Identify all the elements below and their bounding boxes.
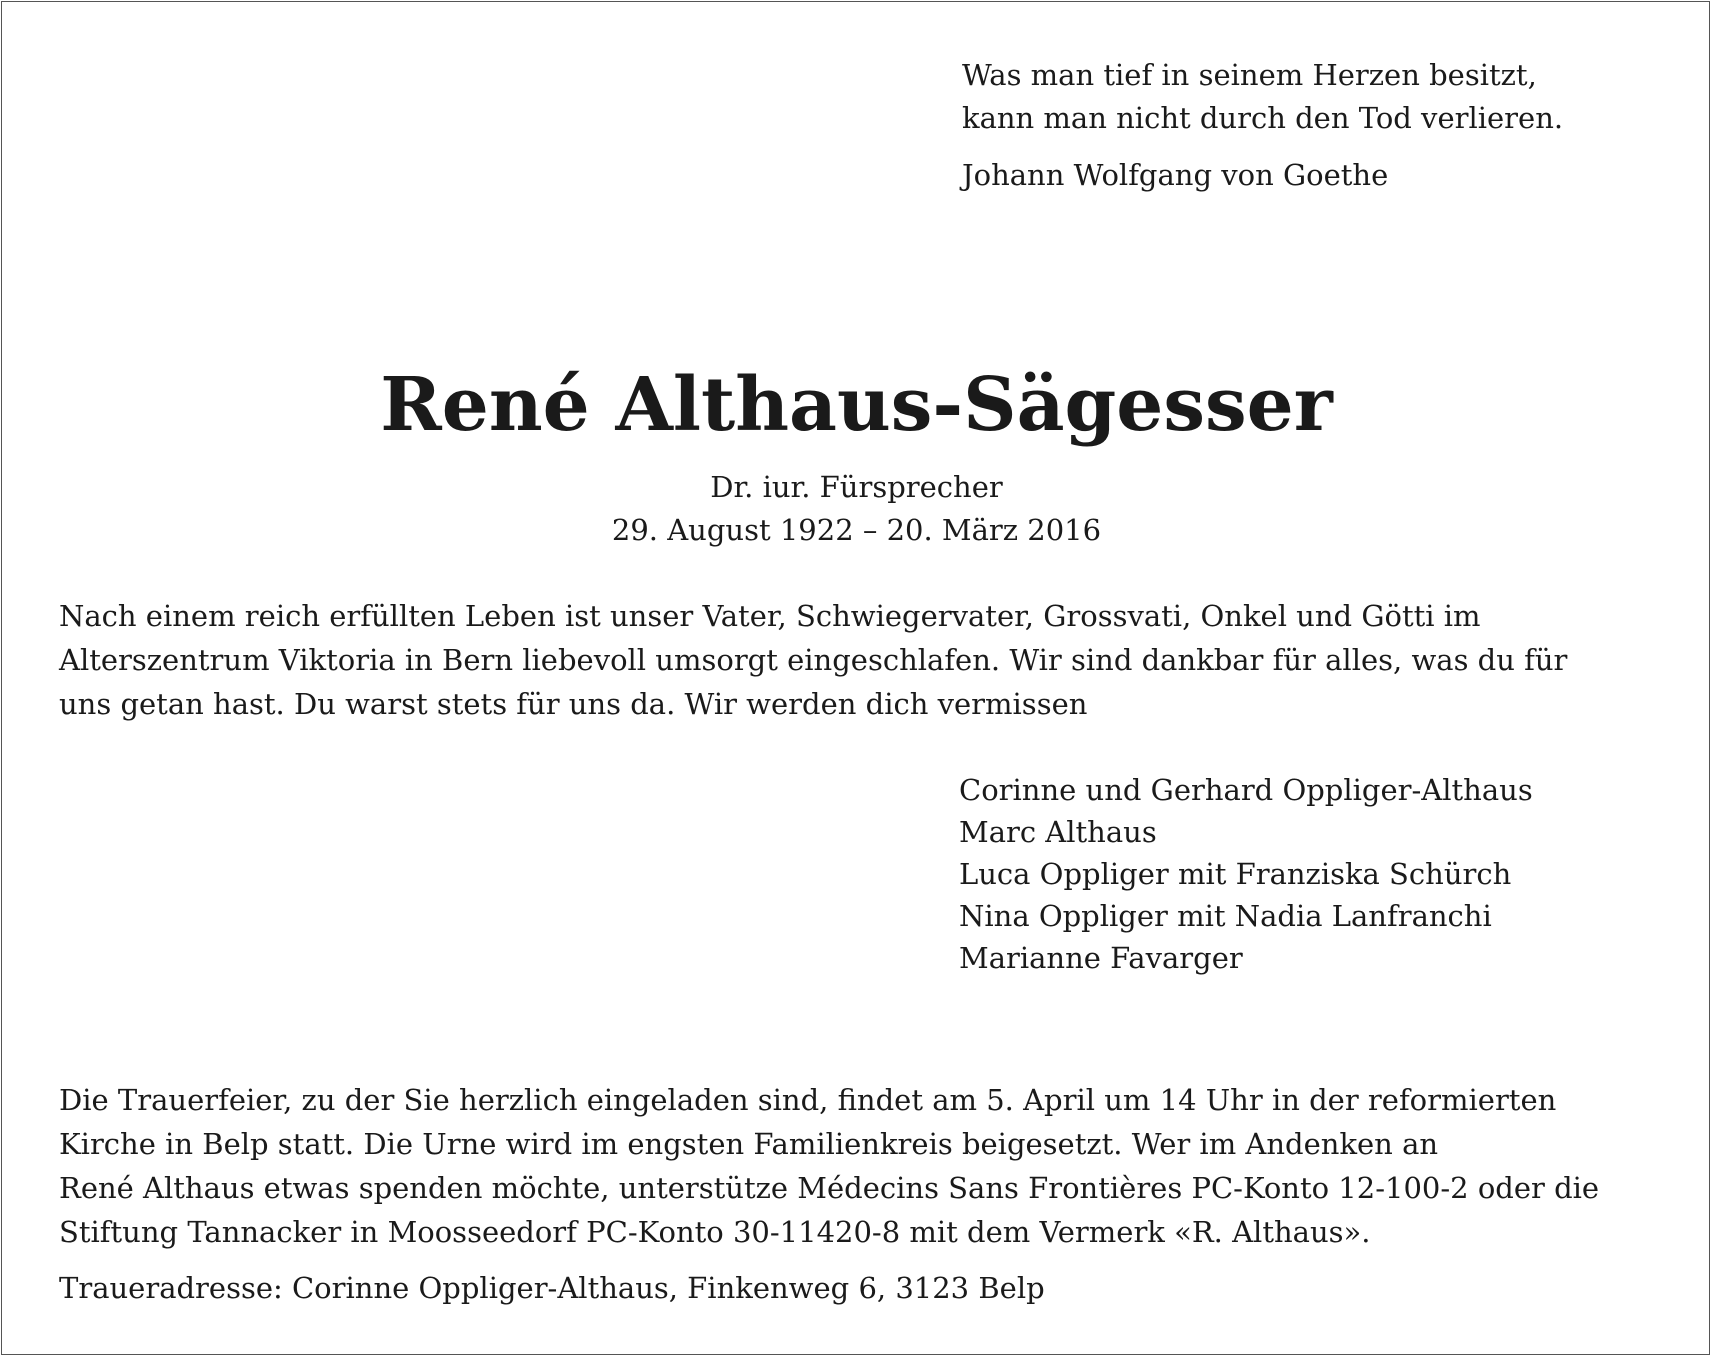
family-list	[959, 769, 1533, 979]
family-member: Marianne Favarger	[959, 941, 1243, 975]
family-member: Luca Oppliger mit Franziska Schürch	[959, 857, 1512, 891]
mourning-address: Traueradresse: Corinne Oppliger-Althaus, Finkenweg 6, 3123 Belp	[59, 1271, 1045, 1305]
intro-paragraph	[59, 594, 1659, 726]
family-member: Marc Althaus	[959, 815, 1157, 849]
ceremony-line: Die Trauerfeier, zu der Sie herzlich eingeladen sind, findet am 5. April um 14 Uhr in der reformierten	[59, 1083, 1557, 1117]
ceremony-line: Kirche in Belp statt. Die Urne wird im engsten Familienkreis beigesetzt. Wer im Andenken an	[59, 1127, 1439, 1161]
family-member: Corinne und Gerhard Oppliger-Althaus	[959, 773, 1533, 807]
quote	[962, 54, 1563, 140]
deceased-name: René Althaus-Sägesser	[380, 362, 1333, 448]
family-member: Nina Oppliger mit Nadia Lanfranchi	[959, 899, 1492, 933]
ceremony-line: René Althaus etwas spenden möchte, unterstütze Médecins Sans Frontières PC-Konto 12-100-2 oder die	[59, 1171, 1600, 1205]
deceased-title: Dr. iur. Fürsprecher	[710, 470, 1003, 504]
life-dates: 29. August 1922 – 20. März 2016	[611, 513, 1102, 547]
quote-line: Was man tief in seinem Herzen besitzt,	[962, 58, 1537, 92]
intro-line: Nach einem reich erfüllten Leben ist unser Vater, Schwiegervater, Grossvati, Onkel und Götti im	[59, 599, 1481, 633]
intro-line: uns getan hast. Du warst stets für uns da. Wir werden dich vermissen	[59, 687, 1088, 721]
intro-line: Alterszentrum Viktoria in Bern liebevoll umsorgt eingeschlafen. Wir sind dankbar für alles, was du für	[59, 643, 1568, 677]
quote-author: Johann Wolfgang von Goethe	[962, 158, 1389, 192]
ceremony-line: Stiftung Tannacker in Moosseedorf PC-Konto 30-11420-8 mit dem Vermerk «R. Althaus».	[59, 1215, 1371, 1249]
quote-line: kann man nicht durch den Tod verlieren.	[962, 101, 1564, 135]
ceremony-paragraph	[59, 1078, 1659, 1254]
